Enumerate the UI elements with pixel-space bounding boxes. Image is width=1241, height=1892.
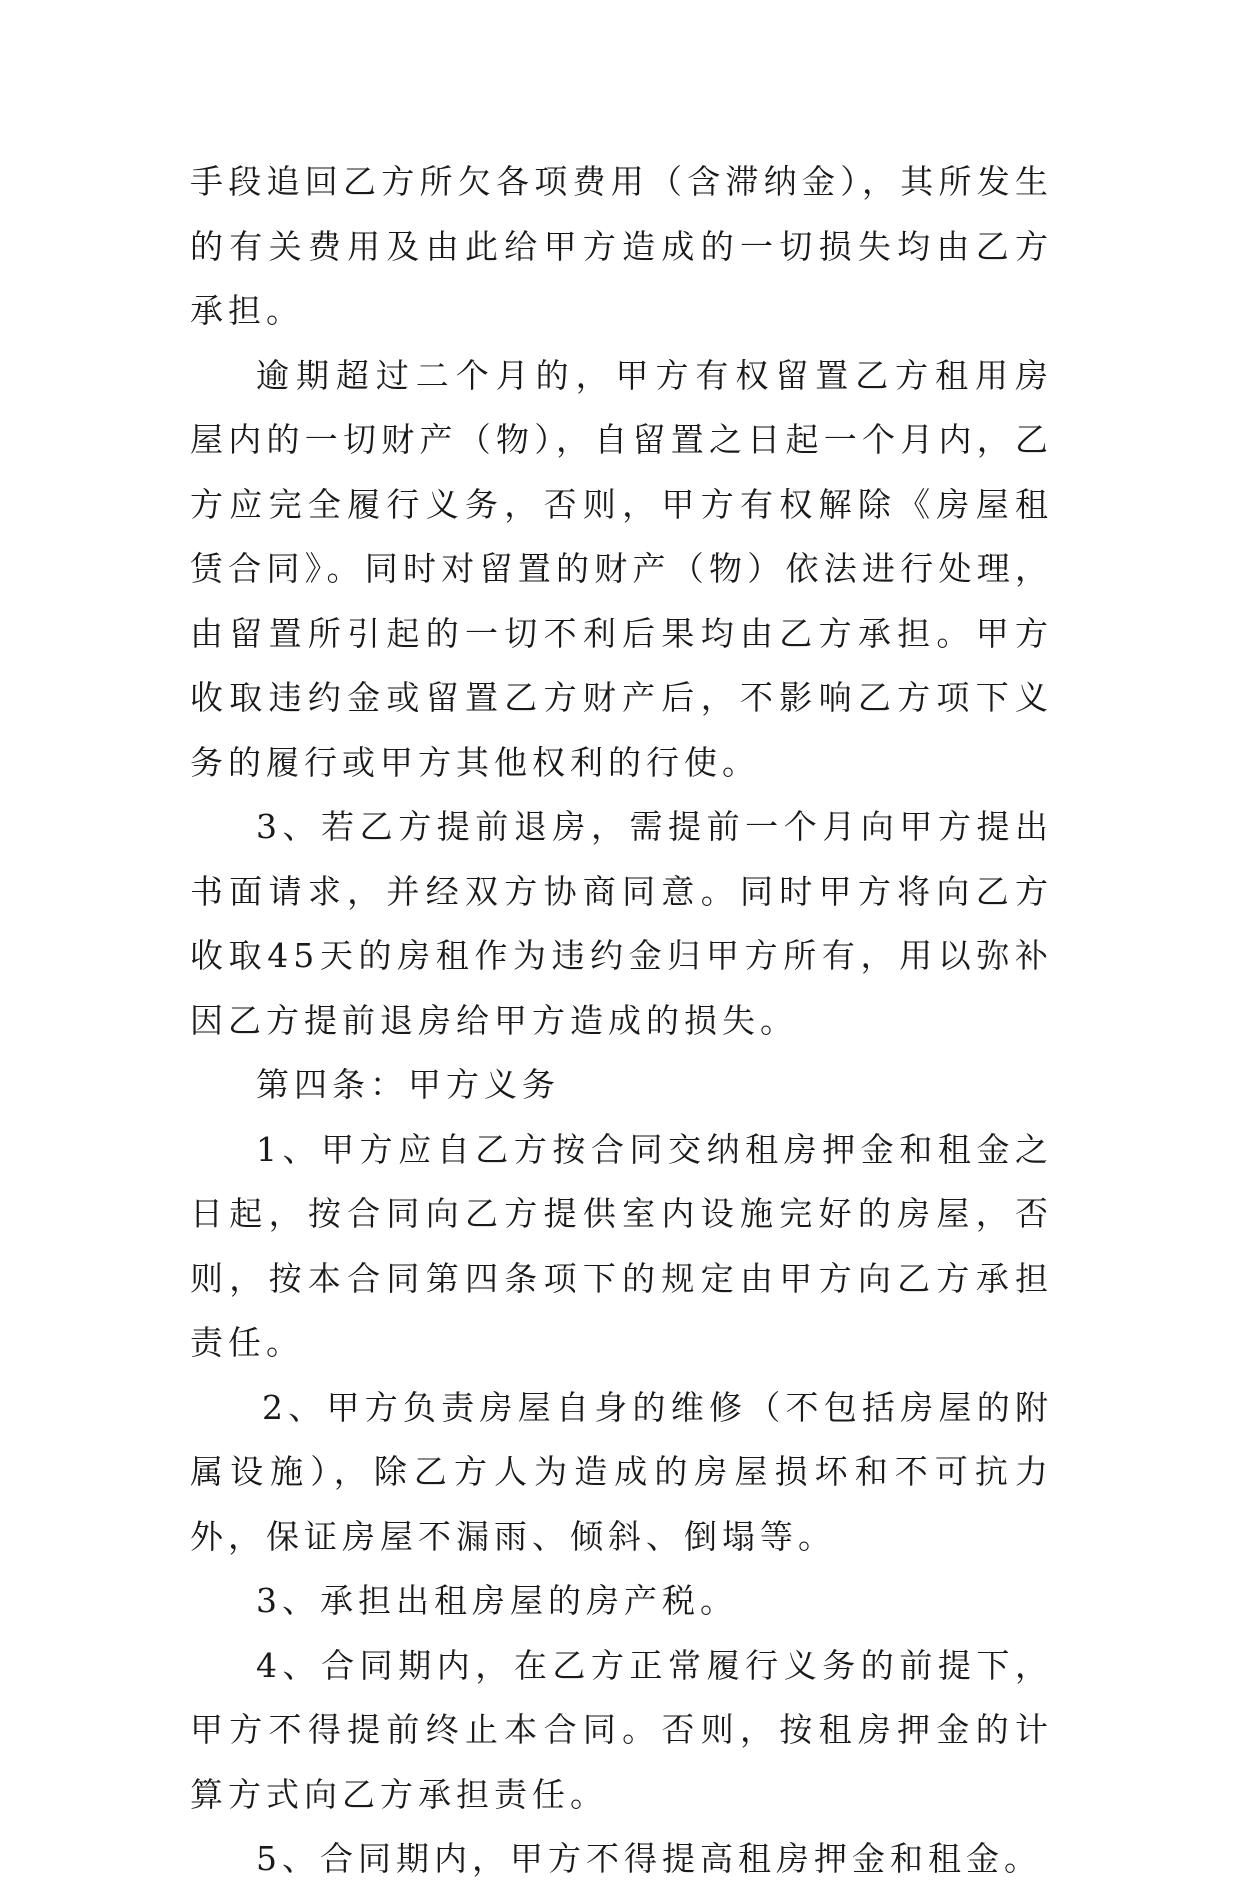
paragraph-duty-1: 1、甲方应自乙方按合同交纳租房押金和租金之日起，按合同向乙方提供室内设施完好的房屋，否则，按本合同第四条项下的规定由甲方向乙方承担责任。 [190,1129,1053,1362]
paragraph-duty-4: 4、合同期内，在乙方正常履行义务的前提下，甲方不得提前终止本合同。否则，按租房押金的计算方式向乙方承担责任。 [190,1645,1053,1814]
paragraph-early-termination: 3、若乙方提前退房，需提前一个月向甲方提出书面请求，并经双方协商同意。同时甲方将向乙方收取45天的房租作为违约金归甲方所有，用以弥补因乙方提前退房给甲方造成的损失。 [190,807,1053,1040]
section-heading-article-four: 第四条：甲方义务 [256,1065,560,1104]
document-body [190,150,1053,1892]
paragraph-duty-3: 3、承担出租房屋的房产税。 [256,1581,738,1620]
paragraph-overdue-retention: 逾期超过二个月的，甲方有权留置乙方租用房屋内的一切财产（物），自留置之日起一个月内，乙方应完全履行义务，否则，甲方有权解除《房屋租赁合同》。同时对留置的财产（物）依法进行处理，由留置所引起的一切不利后果均由乙方承担。甲方收取违约金或留置乙方财产后，不影响乙方项下义务的履行或甲方其他权利的行使。 [190,355,1053,782]
paragraph-duty-5: 5、合同期内，甲方不得提高租房押金和租金。 [256,1839,1042,1878]
paragraph-duty-2: 2、甲方负责房屋自身的维修（不包括房屋的附属设施），除乙方人为造成的房屋损坏和不可抗力外，保证房屋不漏雨、倾斜、倒塌等。 [190,1387,1053,1556]
paragraph-fee-recovery: 手段追回乙方所欠各项费用（含滞纳金），其所发生的有关费用及由此给甲方造成的一切损失均由乙方承担。 [190,162,1053,330]
